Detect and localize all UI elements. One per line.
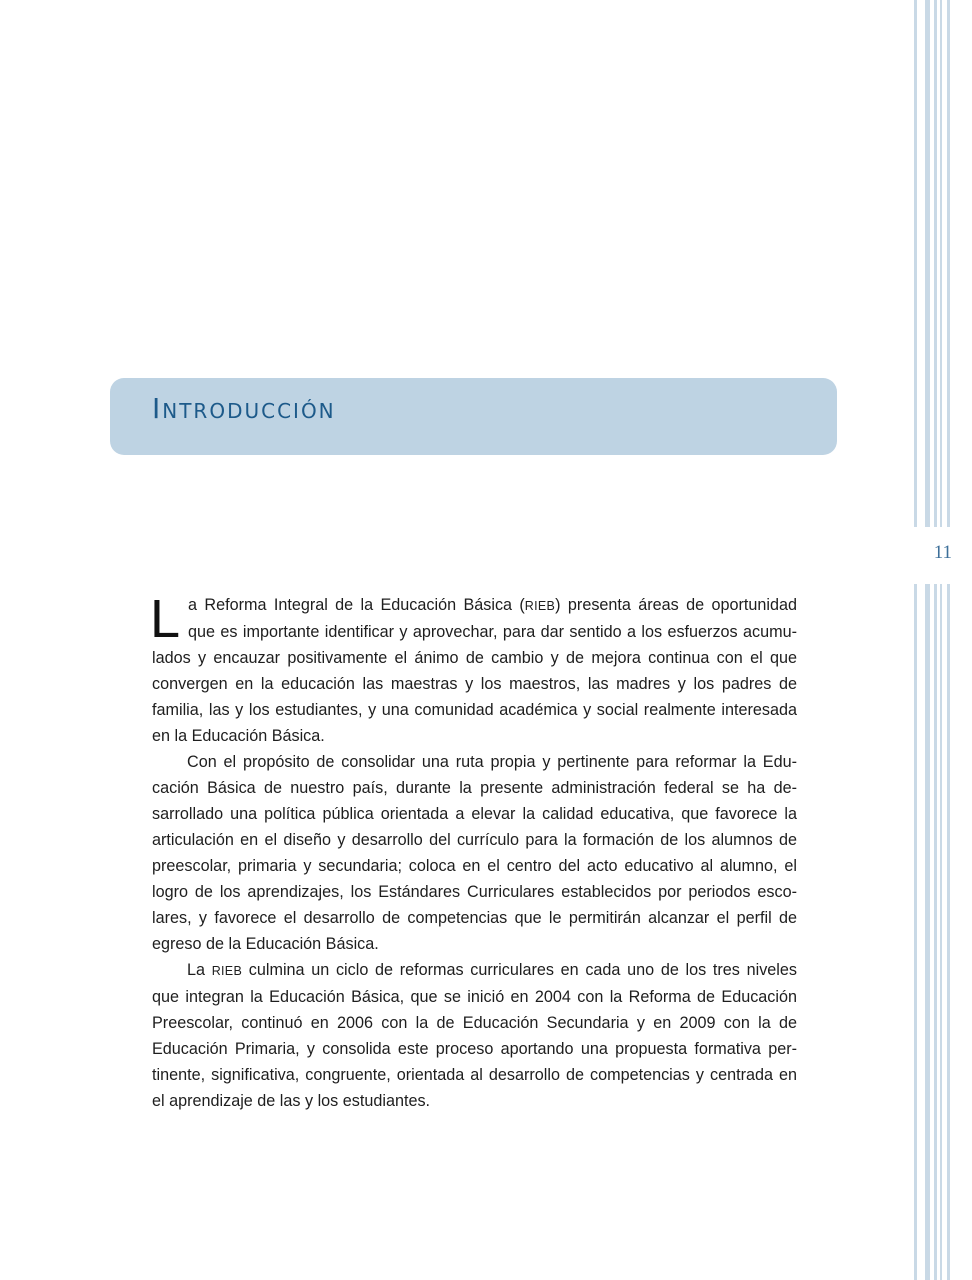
body-text [150, 589, 797, 1114]
drop-cap: L [150, 589, 181, 649]
acronym: RIEB [211, 964, 243, 978]
margin-decoration-stripes [912, 0, 972, 1280]
section-title: Introducción [152, 392, 336, 425]
section-title-band [110, 378, 837, 455]
acronym: RIEB [524, 599, 556, 613]
paragraph-1: La Reforma Integral de la Educación Básica (RIEB) presenta áreas de oportunidad que es importante identificar y aprovechar, para dar sentido a los esfuerzos acumulados y encauzar positivamente el ánimo de cambio y de mejora continua con el que convergen en la educación las maestras y los maestros, las madres y los padres de familia, las y los estudiantes, y una comunidad académica y social realmente interesada en la Educación Básica. [150, 589, 797, 745]
page-number: 11 [933, 542, 952, 563]
paragraph-2: Con el propósito de consolidar una ruta propia y pertinente para reformar la Educación Básica de nuestro país, durante la presente administración federal se ha desarrollado una política pública orientada a elevar la calidad educativa, que favorece la articulación en el diseño y desarrollo del currículo para la formación de los alumnos de preescolar, primaria y secundaria; coloca en el centro del acto educativo al alumno, el logro de los aprendizajes, los Estándares Curriculares establecidos por periodos escolares, y favorece el desarrollo de competencias que le permitirán alcanzar el perfil de egreso de la Educación Básica. [152, 753, 797, 953]
paragraph-3: La RIEB culmina un ciclo de reformas curriculares en cada uno de los tres niveles que integran la Educación Básica, que se inició en 2004 con la Reforma de Educación Preescolar, continuó en 2006 con la de Educación Secundaria y en 2009 con la de Educación Primaria, y consolida este proceso aportando una propuesta formativa pertinente, significativa, congruente, orientada al desarrollo de competencias y centrada en el aprendizaje de las y los estudiantes. [152, 961, 797, 1110]
